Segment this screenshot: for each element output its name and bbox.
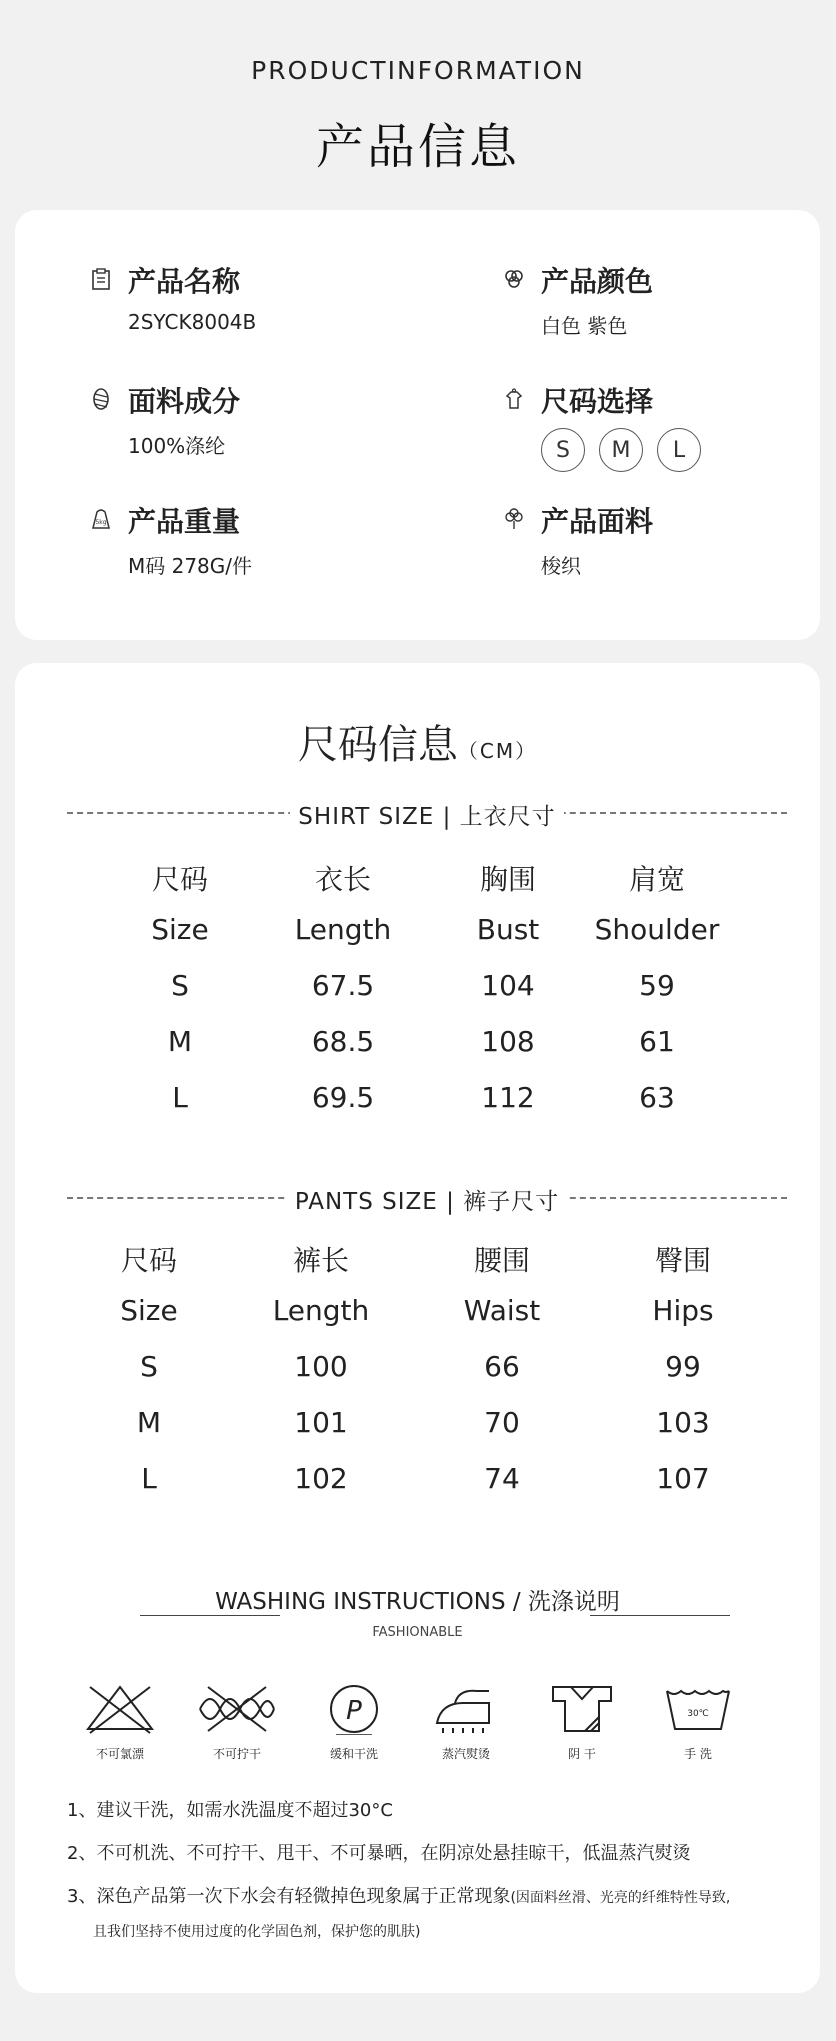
care-note: 1、建议干洗，如需水洗温度不超过30°C bbox=[67, 1800, 393, 1821]
size-options bbox=[541, 428, 701, 472]
table-cell: 103 bbox=[656, 1406, 710, 1439]
wash-item bbox=[75, 1683, 165, 1762]
table-cell: 99 bbox=[665, 1350, 701, 1383]
info-title: 产品重量 bbox=[128, 505, 241, 538]
table-header-en: Length bbox=[294, 913, 392, 946]
table-cell: L bbox=[172, 1081, 188, 1114]
table-header-en: Size bbox=[151, 913, 209, 946]
table-header-en: Hips bbox=[652, 1294, 714, 1327]
wash-item bbox=[537, 1683, 627, 1762]
yarn-icon bbox=[90, 388, 112, 410]
table-cell: S bbox=[171, 969, 189, 1002]
info-value: M码 278G/件 bbox=[128, 554, 253, 578]
no-wring-icon bbox=[196, 1683, 278, 1735]
table-header-cn: 肩宽 bbox=[628, 863, 685, 896]
care-note-detail: 且我们坚持不使用过度的化学固色剂，保护您的肌肤) bbox=[93, 1924, 421, 1940]
wash-label: 手 洗 bbox=[684, 1747, 712, 1761]
table-header-en: Length bbox=[272, 1294, 370, 1327]
table-cell: 68.5 bbox=[311, 1025, 375, 1058]
header-chinese: 产品信息 bbox=[315, 119, 520, 175]
wash-item bbox=[421, 1683, 511, 1762]
info-title: 面料成分 bbox=[128, 385, 241, 418]
svg-text:5kg: 5kg bbox=[95, 519, 107, 526]
washing-rule-left bbox=[140, 1615, 280, 1616]
shirt-hanger-icon bbox=[503, 388, 525, 410]
info-value: 白色 紫色 bbox=[541, 314, 628, 338]
product-info-card bbox=[15, 210, 820, 640]
table-header-cn: 衣长 bbox=[314, 863, 371, 896]
table-cell: 69.5 bbox=[311, 1081, 375, 1114]
dry-clean-icon bbox=[326, 1683, 382, 1735]
care-note: 2、不可机洗、不可拧干、甩干、不可暴晒，在阴凉处悬挂晾干，低温蒸汽熨烫 bbox=[67, 1843, 691, 1864]
pants-size-label: PANTS SIZE | 裤子尺寸 bbox=[287, 1189, 567, 1215]
header-english: PRODUCTINFORMATION bbox=[251, 56, 585, 85]
size-info-card bbox=[15, 663, 820, 1993]
table-header-cn: 尺码 bbox=[151, 863, 208, 896]
table-cell: 101 bbox=[294, 1406, 348, 1439]
wash-item bbox=[653, 1683, 743, 1762]
table-cell: S bbox=[140, 1350, 158, 1383]
wash-label: 不可氯漂 bbox=[95, 1747, 144, 1761]
washing-rule-right bbox=[590, 1615, 730, 1616]
table-header-en: Size bbox=[120, 1294, 178, 1327]
table-cell: 74 bbox=[484, 1462, 520, 1495]
table-cell: 100 bbox=[294, 1350, 348, 1383]
wash-label: 不可拧干 bbox=[212, 1747, 261, 1761]
washing-title: WASHING INSTRUCTIONS / 洗涤说明 bbox=[215, 1589, 620, 1615]
info-title: 产品面料 bbox=[541, 505, 654, 538]
wash-item bbox=[192, 1683, 282, 1762]
pants-size-divider bbox=[67, 1183, 787, 1213]
size-option-l[interactable]: L bbox=[657, 428, 701, 472]
clipboard-icon bbox=[90, 268, 112, 290]
size-option-s[interactable]: S bbox=[541, 428, 585, 472]
size-info-unit: （CM） bbox=[457, 739, 538, 763]
table-cell: 102 bbox=[294, 1462, 348, 1495]
table-cell: 61 bbox=[639, 1025, 675, 1058]
info-value: 100%涤纶 bbox=[128, 434, 226, 458]
wash-label: 阴 干 bbox=[568, 1747, 596, 1761]
table-cell: 104 bbox=[481, 969, 535, 1002]
cotton-icon bbox=[503, 508, 525, 530]
wash-label: 缓和干洗 bbox=[329, 1747, 378, 1761]
table-cell: 67.5 bbox=[311, 969, 375, 1002]
table-header-cn: 腰围 bbox=[473, 1244, 530, 1277]
shade-dry-icon bbox=[549, 1683, 615, 1735]
table-cell: 63 bbox=[639, 1081, 675, 1114]
table-header-cn: 胸围 bbox=[479, 863, 536, 896]
palette-icon bbox=[503, 268, 525, 290]
steam-iron-icon bbox=[433, 1683, 499, 1735]
info-value: 2SYCK8004B bbox=[128, 310, 257, 334]
washing-subtitle: FASHIONABLE bbox=[372, 1625, 463, 1640]
table-cell: M bbox=[167, 1025, 193, 1058]
svg-text:P: P bbox=[346, 1696, 362, 1726]
info-title: 尺码选择 bbox=[541, 385, 654, 418]
no-bleach-icon bbox=[84, 1683, 156, 1735]
table-cell: L bbox=[141, 1462, 157, 1495]
info-title: 产品颜色 bbox=[541, 265, 654, 298]
shirt-size-divider bbox=[67, 798, 787, 828]
care-note-detail: (因面料丝滑、光亮的纤维特性导致, bbox=[510, 1890, 731, 1906]
weight-icon bbox=[90, 508, 112, 530]
size-info-title: 尺码信息（CM） bbox=[297, 722, 538, 768]
wash-item bbox=[309, 1683, 399, 1762]
wash-label: 蒸汽熨烫 bbox=[441, 1747, 490, 1761]
info-value: 梭织 bbox=[541, 554, 581, 578]
table-cell: 59 bbox=[639, 969, 675, 1002]
shirt-size-label: SHIRT SIZE | 上衣尺寸 bbox=[290, 804, 563, 830]
table-cell: 107 bbox=[656, 1462, 710, 1495]
care-note: 3、深色产品第一次下水会有轻微掉色现象属于正常现象(因面料丝滑、光亮的纤维特性导致, bbox=[67, 1886, 731, 1907]
table-cell: 108 bbox=[481, 1025, 535, 1058]
table-header-cn: 臀围 bbox=[654, 1244, 711, 1277]
table-header-en: Shoulder bbox=[594, 913, 720, 946]
table-header-en: Bust bbox=[476, 913, 540, 946]
table-header-cn: 尺码 bbox=[120, 1244, 177, 1277]
size-option-m[interactable]: M bbox=[599, 428, 643, 472]
table-cell: 112 bbox=[481, 1081, 535, 1114]
table-cell: 66 bbox=[484, 1350, 520, 1383]
table-header-en: Waist bbox=[463, 1294, 541, 1327]
table-cell: M bbox=[136, 1406, 162, 1439]
table-cell: 70 bbox=[484, 1406, 520, 1439]
table-header-cn: 裤长 bbox=[292, 1244, 349, 1277]
wash-temp: 30℃ bbox=[687, 1709, 709, 1719]
info-title: 产品名称 bbox=[128, 265, 241, 298]
hand-wash-icon bbox=[663, 1683, 733, 1735]
